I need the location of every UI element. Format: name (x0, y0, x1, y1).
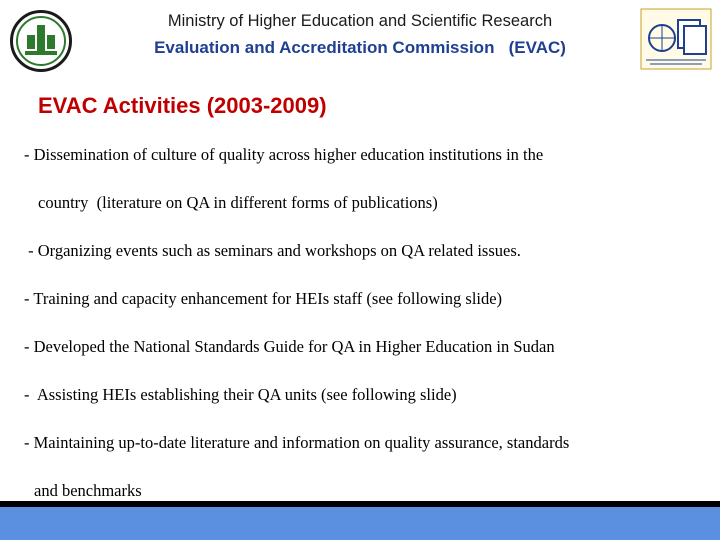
bullet-line: country (literature on QA in different forms of publications) (38, 193, 438, 212)
bullet-line: - Training and capacity enhancement for HEIs staff (see following slide) (24, 289, 503, 308)
ministry-logo (10, 10, 72, 72)
slide-header (0, 0, 720, 80)
footer-bar (0, 507, 720, 540)
evac-logo (640, 8, 712, 70)
bullet-line: - Dissemination of culture of quality across higher education institutions in the (24, 145, 544, 164)
evac-emblem-icon (640, 8, 712, 70)
ministry-name: Ministry of Higher Education and Scientific Research (167, 12, 553, 30)
commission-name: Evaluation and Accreditation Commission (EVAC) (154, 38, 566, 57)
bullet-line: - Assisting HEIs establishing their QA units (see following slide) (24, 385, 457, 404)
ministry-emblem-icon (13, 13, 69, 69)
bullet-line: - Developed the National Standards Guide for QA in Higher Education in Sudan (24, 337, 555, 356)
slide-title: EVAC Activities (2003-2009) (38, 93, 327, 118)
bullet-line: - Organizing events such as seminars and workshops on QA related issues. (24, 241, 521, 260)
bullet-line: and benchmarks (34, 481, 142, 500)
bullet-line: - Maintaining up-to-date literature and information on quality assurance, standards (24, 433, 570, 452)
